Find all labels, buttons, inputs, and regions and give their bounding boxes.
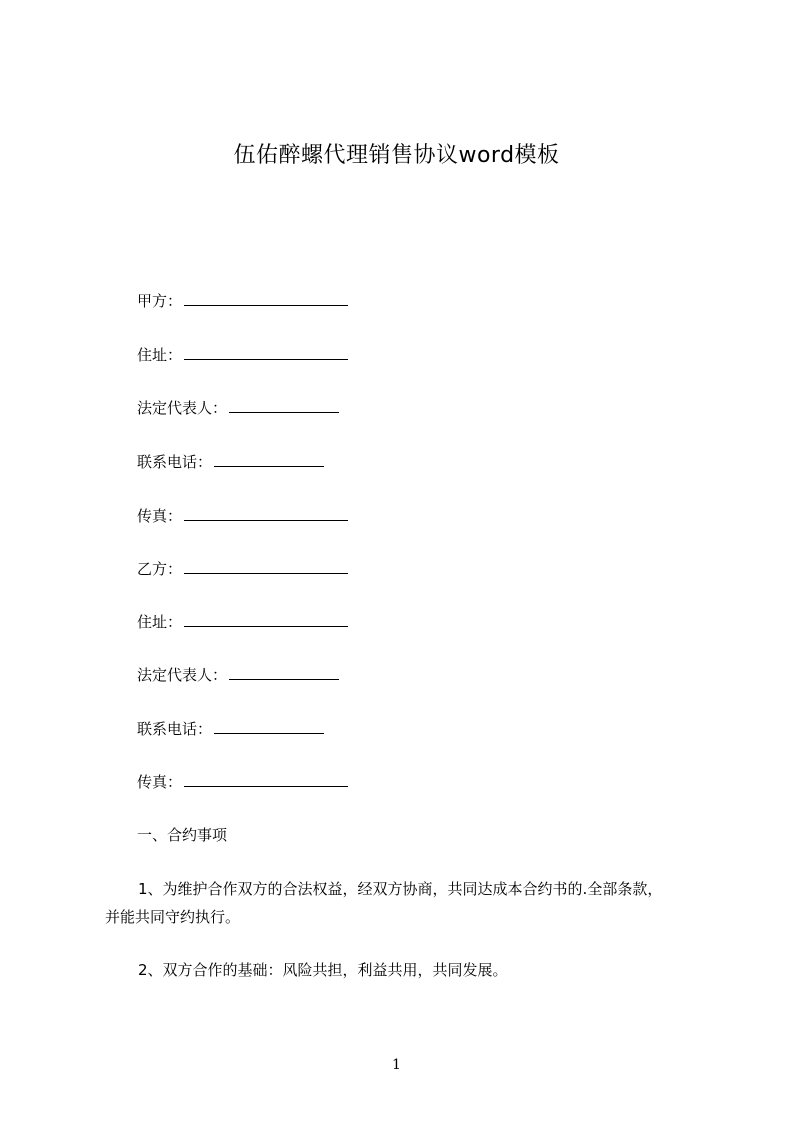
party-b-fax-label: 传真： (137, 773, 183, 791)
party-b-phone-label: 联系电话： (137, 720, 213, 738)
party-b-legal-rep-label: 法定代表人： (137, 666, 228, 684)
party-a-name-label: 甲方： (137, 292, 183, 310)
party-b-legal-rep-blank (229, 665, 339, 680)
party-b-phone-blank (214, 719, 324, 734)
section-1-heading: 一、合约事项 (137, 826, 228, 844)
party-b-address-blank (184, 612, 348, 627)
party-b-fax-blank (184, 772, 348, 787)
party-b-phone-field (137, 719, 324, 739)
party-b-address-label: 住址： (137, 613, 183, 631)
party-a-address-blank (184, 345, 348, 360)
section-1-item-2 (105, 960, 705, 980)
party-a-name-blank (184, 291, 348, 306)
party-a-phone-field (137, 452, 324, 472)
section-1-item-1-line-2: 并能共同守约执行。 (105, 908, 241, 926)
party-b-name-label: 乙方： (137, 560, 183, 578)
party-a-address-label: 住址： (137, 346, 183, 364)
party-a-fax-label: 传真： (137, 507, 183, 525)
party-b-fax-field (137, 772, 348, 792)
page-number: 1 (392, 1057, 401, 1073)
party-a-name-field (137, 291, 348, 311)
party-a-legal-rep-blank (229, 398, 339, 413)
party-a-legal-rep-field (137, 398, 339, 418)
party-a-fax-blank (184, 506, 348, 521)
party-a-phone-label: 联系电话： (137, 453, 213, 471)
party-a-address-field (137, 345, 348, 365)
party-b-legal-rep-field (137, 665, 339, 685)
section-1-item-2-text: 2、双方合作的基础：风险共担，利益共用，共同发展。 (138, 961, 508, 979)
party-a-fax-field (137, 506, 348, 526)
party-b-name-field (137, 559, 348, 579)
party-b-name-blank (184, 559, 348, 574)
section-1-item-1 (105, 879, 705, 927)
party-b-address-field (137, 612, 348, 632)
document-title: 伍佑醉螺代理销售协议word模板 (233, 143, 560, 168)
party-a-legal-rep-label: 法定代表人： (137, 399, 228, 417)
section-1-item-1-line-1: 1、为维护合作双方的合法权益，经双方协商，共同达成本合约书的.全部条款， (138, 880, 663, 898)
party-a-phone-blank (214, 452, 324, 467)
